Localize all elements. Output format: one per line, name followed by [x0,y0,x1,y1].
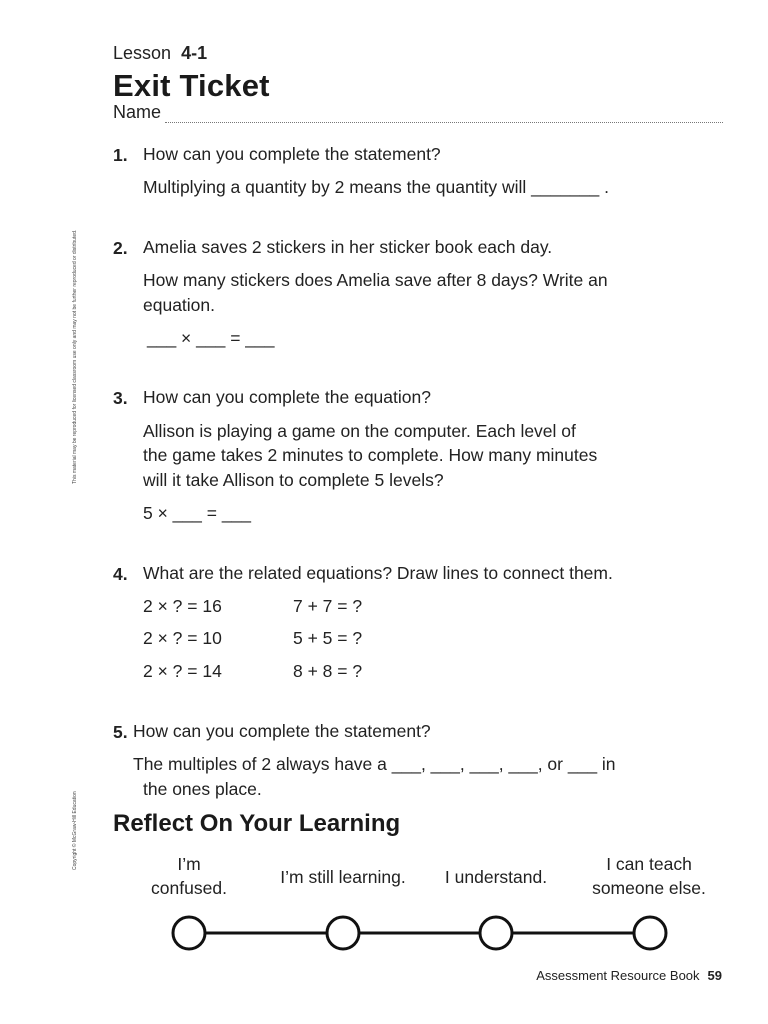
question-number: 5. [113,722,128,742]
question-number: 1. [113,145,128,165]
equation-blanks[interactable]: 5 × ___ = ___ [143,503,252,523]
scale-label-still-learning: I’m still learning. [280,867,406,887]
scale-circle-understand[interactable] [480,917,512,949]
question-line: the ones place. [143,779,262,799]
page-title: Exit Ticket [113,68,270,103]
lesson-label: Lesson 4-1 [113,43,208,63]
question-number: 3. [113,388,128,408]
reproduction-notice: This material may be reproduced for licensed classroom use only and may not be further reproduced or distributed. [72,229,78,484]
equation-blanks[interactable]: ___ × ___ = ___ [147,328,275,348]
reflect-title: Reflect On Your Learning [113,810,401,837]
name-label: Name [113,102,162,122]
question-prompt: How can you complete the statement? [133,721,431,741]
lesson-number: 4-1 [181,43,208,63]
copyright-notice: Copyright © McGraw-Hill Education [72,791,78,870]
scale-circle-can-teach[interactable] [634,917,666,949]
page-footer [536,968,722,983]
question-prompt: How can you complete the equation? [143,387,431,407]
equation-right[interactable]: 7 + 7 = ? [293,596,363,616]
question-line: Allison is playing a game on the computer. Each level of [143,421,576,441]
scale-label-confused: I’m confused. [151,854,227,898]
scale-label-can-teach: I can teach someone else. [592,854,706,898]
equation-right[interactable]: 8 + 8 = ? [293,661,363,681]
question-number: 2. [113,238,128,258]
question-prompt: What are the related equations? Draw lines to connect them. [143,563,613,583]
question-line[interactable]: The multiples of 2 always have a ___, ___, ___, ___, or ___ in [133,754,616,774]
book-title: Assessment Resource Book [536,968,700,983]
equation-left[interactable]: 2 × ? = 14 [143,661,222,681]
page-number: 59 [707,968,722,983]
question-line: will it take Allison to complete 5 levels? [143,470,444,490]
question-prompt: Amelia saves 2 stickers in her sticker book each day. [143,237,553,257]
scale-circle-still-learning[interactable] [327,917,359,949]
question-number: 4. [113,564,128,584]
question-line: the game takes 2 minutes to complete. How many minutes [143,445,598,465]
scale-circle-confused[interactable] [173,917,205,949]
question-line: How many stickers does Amelia save after 8 days? Write an [143,270,608,290]
question-line: equation. [143,295,216,315]
equation-right[interactable]: 5 + 5 = ? [293,628,363,648]
question-prompt: How can you complete the statement? [143,144,441,164]
equation-left[interactable]: 2 × ? = 16 [143,596,222,616]
equation-left[interactable]: 2 × ? = 10 [143,628,222,648]
question-line: Multiplying a quantity by 2 means the quantity will _______ . [143,177,609,197]
scale-label-understand: I understand. [444,867,548,887]
